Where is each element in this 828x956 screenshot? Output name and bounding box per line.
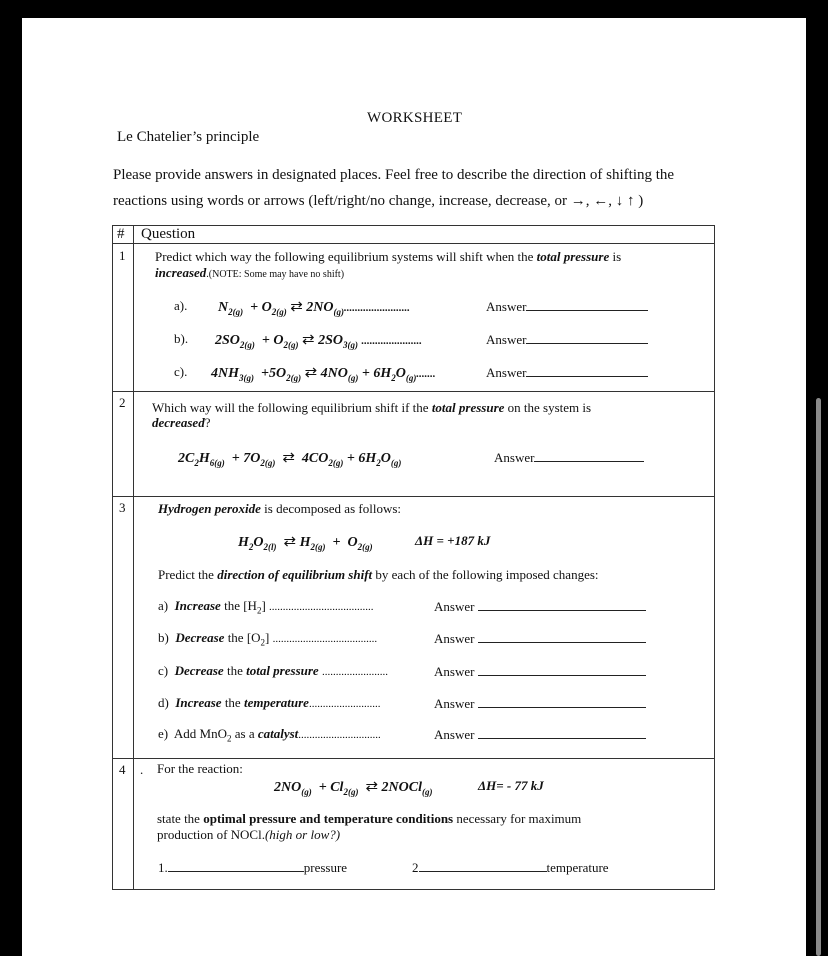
q1-item-c-answer[interactable]: Answer	[486, 364, 648, 381]
q2-answer[interactable]: Answer	[494, 449, 644, 466]
vertical-scrollbar[interactable]	[816, 398, 821, 956]
q3-item-c-answer[interactable]: Answer	[434, 663, 646, 680]
q3-equation: $H_2O_{2(l)}$ ⇄ $H_{2(g)} + O_{2(g)}$	[238, 534, 373, 552]
q4-state-line1: state the optimal pressure and temperature conditions necessary for maximum	[157, 811, 582, 826]
q3-predict-instructions: Predict the direction of equilibrium shift by each of the following imposed changes:	[158, 567, 599, 582]
q1-item-c-equation: $4NH_{3(g)} +5O_{2(g)}$ ⇄ $4NO_{(g)} + 6H_2O_{(g)}$.......	[211, 365, 436, 383]
instructions-text: Please provide answers in designated places. Feel free to describe the direction of shifting the reactions using words or arrows (left/right/no change, increase, decrease, or →, ←, ↓ ↑ )	[113, 167, 675, 209]
table-header-divider	[112, 243, 715, 244]
question-1-number: 1	[119, 248, 126, 263]
worksheet-subtitle: Le Chatelier’s principle	[117, 129, 260, 145]
question-2-number: 2	[119, 395, 126, 410]
question-4-number: 4	[119, 762, 126, 777]
table-border-left	[112, 225, 113, 890]
table-border-bottom	[112, 889, 715, 890]
question-2-text-line2: decreased?	[152, 415, 211, 430]
table-border-top	[112, 225, 715, 226]
q3-item-c: c) Decrease the total pressure ........................	[158, 663, 388, 678]
table-border-right	[714, 225, 715, 890]
q3-item-a-answer[interactable]: Answer	[434, 598, 646, 615]
q2-equation: $2C_2H_{6(g)} + 7O_{2(g)}$ ⇄ $4CO_{2(g)} + 6H_2O_{(g)}$	[178, 450, 402, 468]
q3-item-e: e) Add MnO$_2$ as a catalyst..............................	[158, 726, 381, 744]
q3-item-e-answer[interactable]: Answer	[434, 726, 646, 743]
document-page	[22, 18, 806, 956]
q4-pressure-answer[interactable]: 1. pressure	[158, 860, 348, 875]
column-header-number: #	[117, 226, 125, 242]
question-4-dot: .	[140, 762, 144, 777]
q4-temperature-answer[interactable]: 2 temperature	[412, 860, 609, 875]
question-1-text-line1: Predict which way the following equilibrium systems will shift when the total pressure is	[155, 249, 622, 264]
question-1-text-line2: increased.(NOTE: Some may have no shift)	[155, 265, 345, 280]
q4-state-line2: production of NOCl.(high or low?)	[157, 827, 341, 842]
q3-item-d-answer[interactable]: Answer	[434, 695, 646, 712]
q3-enthalpy: ΔH = +187 kJ	[415, 533, 491, 548]
q3-item-b-answer[interactable]: Answer	[434, 630, 646, 647]
q4-enthalpy: ΔH= - 77 kJ	[478, 778, 544, 793]
q1-item-a-equation: $N_{2(g)} + O_{2(g)}$ ⇄ $2NO_{(g)}$........................	[218, 299, 411, 317]
question-3-number: 3	[119, 500, 126, 515]
q1-item-a-label: a).	[174, 298, 188, 313]
question-2-text-line1: Which way will the following equilibrium shift if the total pressure on the system is	[152, 400, 592, 415]
q1-item-b-answer[interactable]: Answer	[486, 331, 648, 348]
column-header-question: Question	[141, 226, 196, 242]
q1-item-c-label: c).	[174, 364, 188, 379]
q1-item-a-answer[interactable]: Answer	[486, 298, 648, 315]
question-4-text: For the reaction:	[157, 761, 243, 776]
row-divider-1	[112, 391, 715, 392]
q3-item-b: b) Decrease the $[O_2]$ ......................................	[158, 630, 378, 648]
row-divider-3	[112, 758, 715, 759]
q1-item-b-label: b).	[174, 331, 189, 346]
q1-item-b-equation: $2SO_{2(g)} + O_{2(g)}$ ⇄ $2SO_{3(g)}$ ......................	[215, 332, 422, 350]
table-column-divider	[133, 225, 134, 890]
q4-equation: $2NO_{(g)} + Cl_{2(g)}$ ⇄ 2NOCl$_{(g)}$	[274, 779, 433, 797]
worksheet-title: WORKSHEET	[367, 110, 463, 126]
question-3-text: Hydrogen peroxide is decomposed as follows:	[158, 501, 401, 516]
q3-item-a: a) Increase the $[H_2]$ ......................................	[158, 598, 374, 616]
q3-item-d: d) Increase the temperature..........................	[158, 695, 381, 710]
row-divider-2	[112, 496, 715, 497]
